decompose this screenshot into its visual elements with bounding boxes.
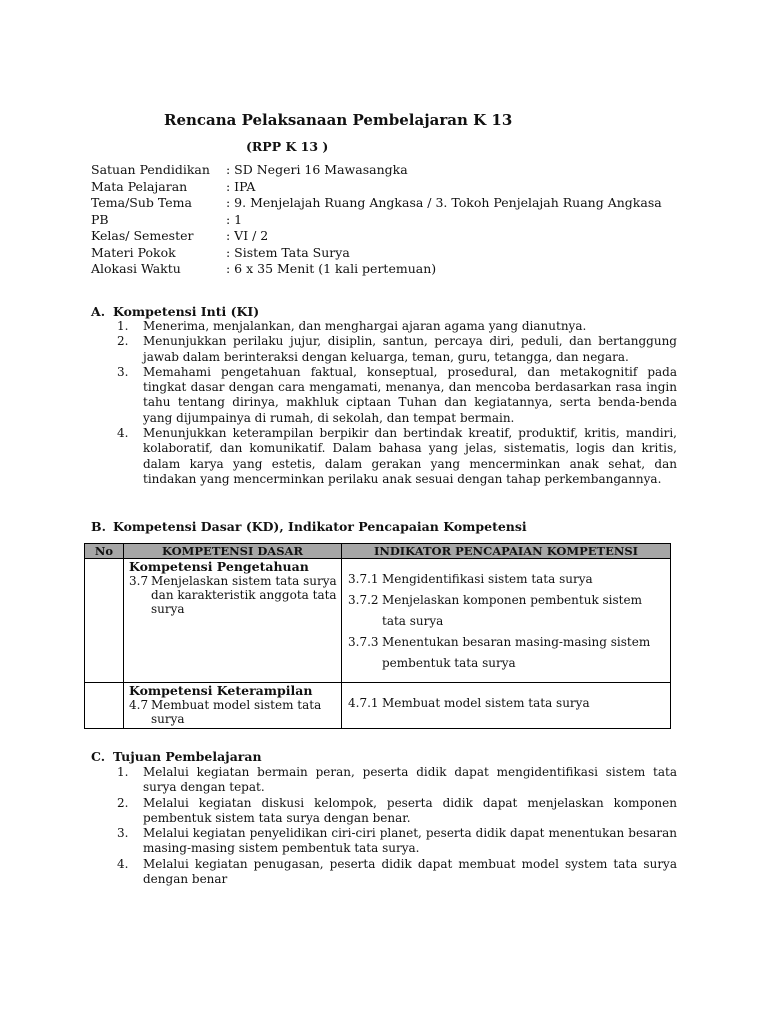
info-label: PB	[91, 211, 109, 227]
section-title: Kompetensi Dasar (KD), Indikator Pencapaian Kompetensi	[113, 519, 527, 534]
indicator-text: Membuat model sistem tata surya	[382, 696, 590, 710]
info-row	[91, 245, 691, 262]
tujuan-list	[117, 765, 677, 887]
header-indicator: INDIKATOR PENCAPAIAN KOMPETENSI	[342, 544, 671, 559]
info-value: : SD Negeri 16 Mawasangka	[226, 162, 408, 177]
info-label: Mata Pelajaran	[91, 178, 188, 194]
indicator-item	[348, 693, 666, 714]
list-number: 4.	[117, 426, 129, 441]
info-label: Kelas/ Semester	[91, 228, 194, 243]
info-row	[91, 228, 691, 245]
section-letter: B.	[91, 519, 106, 534]
indicator-item	[348, 590, 666, 632]
section-letter: C.	[91, 749, 106, 764]
section-title: Kompetensi Inti (KI)	[113, 304, 260, 319]
info-row	[91, 179, 691, 196]
section-b-heading	[91, 519, 527, 534]
document-subtitle: (RPP K 13 )	[246, 139, 329, 154]
list-item	[117, 857, 677, 888]
info-value: : 9. Menjelajah Ruang Angkasa / 3. Tokoh Penjelajah Ruang Angkasa	[226, 195, 662, 210]
list-number: 2.	[117, 334, 129, 349]
list-text: Melalui kegiatan bermain peran, peserta didik dapat mengidentifikasi sistem tata surya dengan tepat.	[143, 765, 677, 795]
document-title: Rencana Pelaksanaan Pembelajaran K 13	[164, 111, 513, 129]
list-item	[117, 365, 677, 426]
cell-indicators	[342, 683, 671, 729]
identity-info	[91, 162, 691, 278]
table-row	[85, 559, 671, 683]
indicator-text: Mengidentifikasi sistem tata surya	[382, 572, 593, 586]
cell-no	[85, 683, 124, 729]
list-number: 4.	[117, 856, 129, 871]
cell-no	[85, 559, 124, 683]
kd-group-title: Kompetensi Pengetahuan	[129, 559, 309, 574]
list-item	[117, 334, 677, 365]
section-letter: A.	[91, 304, 106, 319]
header-no: No	[85, 544, 124, 559]
list-text: Menunjukkan keterampilan berpikir dan bertindak kreatif, produktif, kritis, mandiri, kolaboratif, dan komunikatif. Dalam bahasa yang jelas, sistematis, logis dan kritis, dalam karya yang estetis, dalam gerakan yang mencerminkan anak sehat, dan tindakan yang mencerminkan perilaku anak sesuai dengan tahap perkembangannya.	[143, 426, 677, 486]
table-row	[85, 683, 671, 729]
section-c-heading	[91, 749, 262, 764]
cell-kd	[124, 559, 342, 683]
info-label: Alokasi Waktu	[91, 261, 181, 276]
kd-item	[129, 574, 337, 616]
cell-kd	[124, 683, 342, 729]
info-value: : Sistem Tata Surya	[226, 244, 350, 260]
kd-code: 4.7	[129, 698, 149, 712]
list-number: 1.	[117, 765, 129, 779]
section-title: Tujuan Pembelajaran	[113, 749, 262, 764]
ki-list	[117, 319, 677, 487]
list-item	[117, 319, 677, 334]
header-kd: KOMPETENSI DASAR	[124, 544, 342, 559]
kd-text: Menjelaskan sistem tata surya dan karakteristik anggota tata surya	[151, 574, 337, 616]
info-row	[91, 195, 691, 212]
info-label: Satuan Pendidikan	[91, 162, 210, 177]
info-value: : IPA	[226, 178, 256, 194]
list-text: Melalui kegiatan penyelidikan ciri-ciri planet, peserta didik dapat menentukan besaran masing-masing sistem pembentuk tata surya.	[143, 826, 677, 856]
kd-item	[129, 698, 337, 726]
indicator-code: 3.7.2	[348, 593, 379, 607]
section-a-heading	[91, 304, 259, 319]
list-number: 2.	[117, 795, 129, 810]
list-item	[117, 426, 677, 487]
info-label: Tema/Sub Tema	[91, 195, 192, 210]
list-item	[117, 765, 677, 796]
info-value: : 1	[226, 211, 243, 227]
kd-table	[84, 543, 671, 729]
info-row	[91, 162, 691, 179]
indicator-code: 3.7.3	[348, 635, 379, 649]
list-text: Menunjukkan perilaku jujur, disiplin, santun, percaya diri, peduli, dan bertanggung jawab dalam berinteraksi dengan keluarga, teman, guru, tetangga, dan negara.	[143, 334, 677, 364]
kd-text: Membuat model sistem tata surya	[151, 698, 322, 726]
list-text: Melalui kegiatan penugasan, peserta didik dapat membuat model system tata surya dengan benar	[143, 856, 677, 887]
info-value: : VI / 2	[226, 228, 269, 243]
list-number: 1.	[117, 319, 129, 333]
indicator-code: 3.7.1	[348, 572, 379, 586]
indicator-item	[348, 632, 666, 674]
cell-indicators	[342, 559, 671, 683]
indicator-text: Menentukan besaran masing-masing sistem pembentuk tata surya	[382, 635, 651, 670]
indicator-text: Menjelaskan komponen pembentuk sistem tata surya	[382, 593, 642, 628]
kd-group-title: Kompetensi Keterampilan	[129, 683, 313, 698]
list-number: 3.	[117, 364, 129, 379]
list-text: Memahami pengetahuan faktual, konseptual, prosedural, dan metakognitif pada tingkat dasar dengan cara mengamati, menanya, dan mencoba berdasarkan rasa ingin tahu tentang dirinya, makhluk ciptaan Tuhan dan kegiatannya, serta benda-benda yang dijumpainya di rumah, di sekolah, dan tempat bermain.	[143, 364, 677, 425]
indicator-item	[348, 569, 666, 590]
list-item	[117, 796, 677, 827]
indicator-code: 4.7.1	[348, 696, 379, 710]
list-text: Melalui kegiatan diskusi kelompok, peserta didik dapat menjelaskan komponen pembentuk sistem tata surya dengan benar.	[143, 795, 677, 825]
list-number: 3.	[117, 826, 129, 841]
kd-code: 3.7	[129, 574, 149, 588]
info-row	[91, 261, 691, 278]
info-value: : 6 x 35 Menit (1 kali pertemuan)	[226, 261, 437, 276]
list-item	[117, 826, 677, 857]
table-header-row	[85, 544, 671, 559]
info-label: Materi Pokok	[91, 244, 176, 260]
info-row	[91, 212, 691, 229]
list-text: Menerima, menjalankan, dan menghargai ajaran agama yang dianutnya.	[143, 319, 587, 333]
